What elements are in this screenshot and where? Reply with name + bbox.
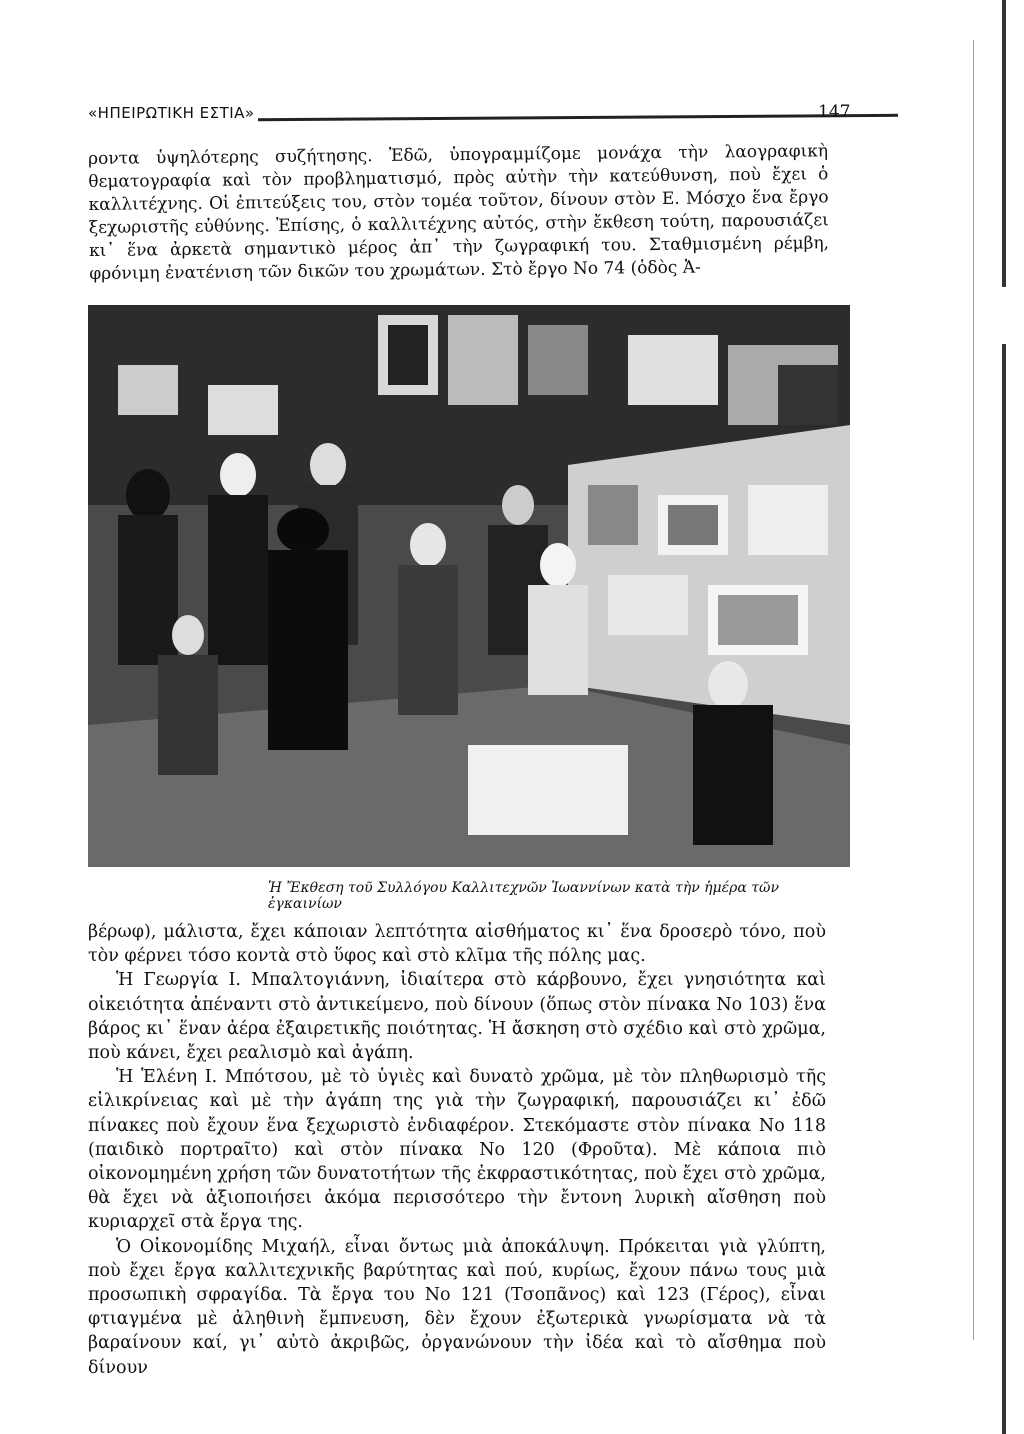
scan-fold-line [973, 40, 974, 1340]
page-number: 147 [818, 102, 851, 122]
paragraph: βέρωφ), μάλιστα, ἔχει κάποιαν λεπτότητα αἰσθήματος κι᾽ ἕνα δροσερὸ τόνο, ποὺ τὸν φέρνει τόσο κοντὰ στὸ ὕφος καὶ στὸ κλῖμα τῆς πόλης μας. [88, 922, 826, 967]
page-header [88, 100, 858, 130]
paragraph: Ἡ Ἑλένη Ι. Μπότσου, μὲ τὸ ὑγιὲς καὶ δυνατὸ χρῶμα, μὲ τὸν πληθωρισμὸ τῆς εἰλικρίνειας καὶ μὲ τὴν ἀγάπη της γιὰ τὴν ζωγραφική, παρουσιάζει κι᾽ ἐδῶ πίνακες ποὺ ἔχουν ἕνα ξεχωριστὸ ἐνδιαφέρον. Στεκόμαστε στὸν πίνακα Νο 118 (παιδικὸ πορτραῖτο) καὶ στὸν πίνακα Νο 120 (Φροῦτα). Μὲ κάποια πιὸ οἰκονομημένη χρήση τῶν δυνατοτήτων τῆς ἐκφραστικότητας, ποὺ ἔχει στὸ χρῶμα, θὰ ἔχει νὰ ἀξιοποιήσει ἀκόμα περισσότερο τὴν ἔντονη λυρικὴ αἴσθηση ποὺ κυριαρχεῖ στὰ ἔργα της. [88, 1067, 826, 1233]
exhibition-photo-illustration [88, 305, 850, 867]
photo-caption: Ἡ Ἔκθεση τοῦ Συλλόγου Καλλιτεχνῶν Ἰωαννίνων κατὰ τὴν ἡμέρα τῶν ἐγκαινίων [268, 880, 779, 912]
journal-title: «ΗΠΕΙΡΩΤΙΚΗ ΕΣΤΙΑ» [88, 104, 255, 122]
paragraph: Ὁ Οἰκονομίδης Μιχαήλ, εἶναι ὄντως μιὰ ἀποκάλυψη. Πρόκειται γιὰ γλύπτη, ποὺ ἔχει ἔργα καλλιτεχνικῆς βαρύτητας καὶ πού, κυρίως, ἔχουν πάνω τους μιὰ προσωπικὴ σφραγίδα. Τὰ ἔργα του Νο 121 (Τσοπᾶνος) καὶ 123 (Γέρος), εἶναι φτιαγμένα μὲ ἀληθινὴ ἔμπνευση, δὲν ἔχουν ἐξωτερικὰ γνωρίσματα νὰ τὰ βαραίνουν καί, γι᾽ αὐτὸ ἀκριβῶς, ὀργανώνουν τὴν ἰδέα καὶ τὸ αἴσθημα ποὺ δίνουν [88, 1236, 826, 1378]
paragraph-text: ροντα ὑψηλότερης συζήτησης. Ἐδῶ, ὑπογραμμίζομε μονάχα τὴν λαογραφικὴ θεματογραφία καὶ τὸν προβληματισμό, πρὸς αὐτὴν τὴν κατεύθυνση, ποὺ ἔχει ὁ καλλιτέχνης. Οἱ ἐπιτεύξεις του, στὸν τομέα τοῦτον, δίνουν στὸν Ε. Μόσχο ἕνα ἔργο ξεχωριστῆς εὐθύνης. Ἐπίσης, ὁ καλλιτέχνης αὐτός, στὴν ἔκθεση τούτη, παρουσιάζει κι᾽ ἕνα ἀρκετὰ σημαντικὸ μέρος ἀπ᾽ τὴν ζωγραφική του. Σταθμισμένη ρέμβη, φρόνιμη ἐνατένιση τῶν δικῶν του χρωμάτων. Στὸ ἔργο Νο 74 (ὁδὸς Ἀ- [88, 141, 830, 284]
top-paragraph [88, 140, 829, 286]
exhibition-photo [88, 305, 850, 867]
body-text [88, 920, 826, 1380]
header-rule [258, 114, 898, 121]
scan-edge-shadow [1002, 0, 1006, 1434]
paragraph: Ἡ Γεωργία Ι. Μπαλτογιάννη, ἰδιαίτερα στὸ κάρβουνο, ἔχει γνησιότητα καὶ οἰκειότητα ἀπέναντι στὸ ἀντικείμενο, ποὺ δίνουν (ὅπως στὸν πίνακα Νο 103) ἕνα βάρος κι᾽ ἕναν ἀέρα ἐξαιρετικῆς ποιότητας. Ἡ ἄσκηση στὸ σχέδιο καὶ στὸ χρῶμα, ποὺ κάνει, ἔχει ρεαλισμὸ καὶ ἀγάπη. [88, 970, 826, 1064]
